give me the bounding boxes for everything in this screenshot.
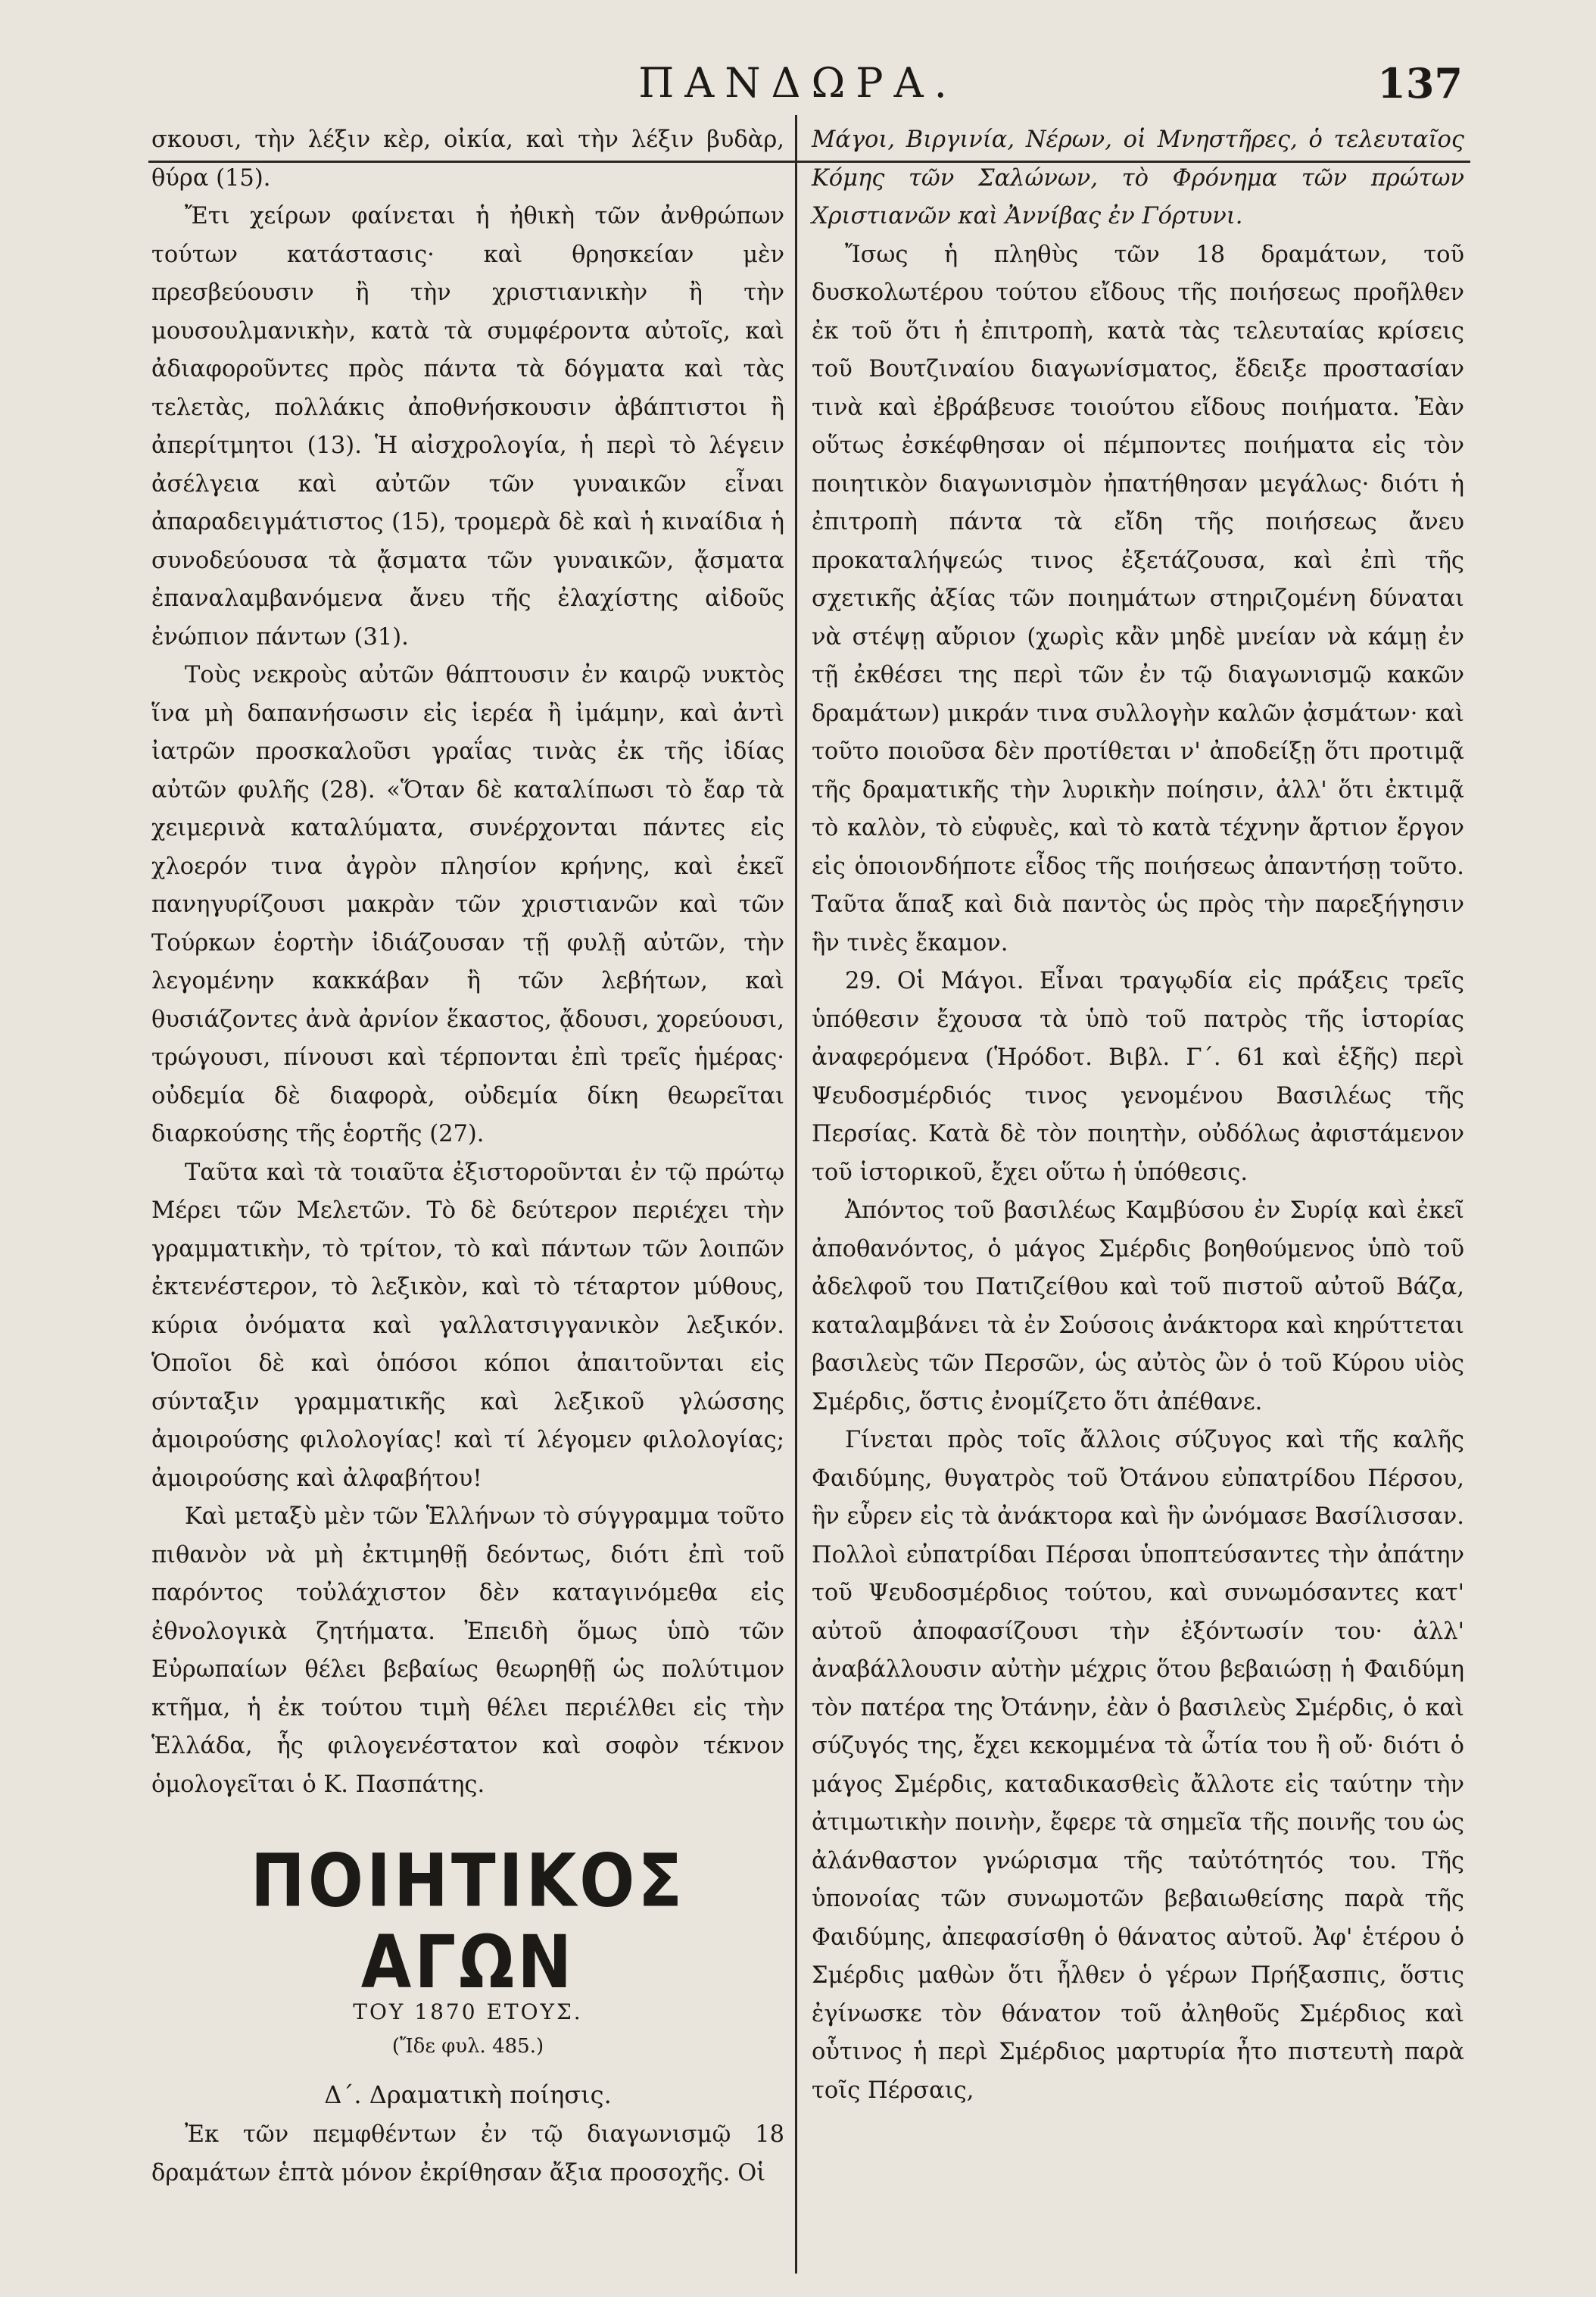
right-column	[812, 121, 1464, 2110]
column-divider	[795, 115, 797, 2274]
page-number: 137	[1377, 59, 1463, 108]
paragraph: σκουσι, τὴν λέξιν κὲρ, οἰκία, καὶ τὴν λέξιν βυδὰρ, θύρα (15).	[151, 126, 784, 192]
section-subtitle: ΤΟΥ 1870 ΕΤΟΥΣ.	[353, 1999, 583, 2024]
paragraph: Τοὺς νεκροὺς αὐτῶν θάπτουσιν ἐν καιρῷ νυκτὸς ἵνα μὴ δαπανήσωσιν εἰς ἱερέα ἢ ἰμάμην, καὶ ἀντὶ ἰατρῶν προσκαλοῦσι γραΐας τινὰς ἐκ τῆς ἰδίας αὐτῶν φυλῆς (28). «Ὅταν δὲ καταλίπωσι τὸ ἔαρ τὰ χειμερινὰ καταλύματα, συνέρχονται πάντες εἰς χλοερόν τινα ἀγρὸν πλησίον κρήνης, καὶ ἐκεῖ πανηγυρίζουσι μακρὰν τῶν χριστιανῶν καὶ τῶν Τούρκων ἑορτὴν ἰδιάζουσαν τῇ φυλῇ αὐτῶν, τὴν λεγομένην κακκάβαν ἢ τῶν λεβήτων, καὶ θυσιάζοντες ἀνὰ ἀρνίον ἕκαστος, ᾄδουσι, χορεύουσι, τρώγουσι, πίνουσι καὶ τέρπονται ἐπὶ τρεῖς ἡμέρας· οὐδεμία δὲ διαφορὰ, οὐδεμία δίκη θεωρεῖται διαρκούσης τῆς ἑορτῆς (27).	[151, 662, 784, 1147]
paragraph: Ἴσως ἡ πληθὺς τῶν 18 δραμάτων, τοῦ δυσκολωτέρου τούτου εἴδους τῆς ποιήσεως προῆλθεν ἐκ τοῦ ὅτι ἡ ἐπιτροπὴ, κατὰ τὰς τελευταίας κρίσεις τοῦ Βουτζιναίου διαγωνίσματος, ἔδειξε προστασίαν τινὰ καὶ ἐβράβευσε τοιούτου εἴδους ποιήματα. Ἐὰν οὕτως ἐσκέφθησαν οἱ πέμποντες ποιήματα εἰς τὸν ποιητικὸν διαγωνισμὸν ἠπατήθησαν μεγάλως· διότι ἡ ἐπιτροπὴ πάντα τὰ εἴδη τῆς ποιήσεως ἄνευ προκαταλήψεώς τινος ἐξετάζουσα, καὶ ἐπὶ τῆς σχετικῆς ἀξίας τῶν ποιημάτων στηριζομένη δύναται νὰ στέψῃ αὔριον (χωρὶς κἂν μηδὲ μνείαν νὰ κάμῃ ἐν τῇ ἐκθέσει της περὶ τῶν ἐν τῷ διαγωνισμῷ κακῶν δραμάτων) μικράν τινα συλλογὴν καλῶν ᾀσμάτων· καὶ τοῦτο ποιοῦσα δὲν προτίθεται ν' ἀποδείξῃ ὅτι προτιμᾷ τῆς δραματικῆς τὴν λυρικὴν ποίησιν, ἀλλ' ὅτι ἐκτιμᾷ τὸ καλὸν, τὸ εὐφυὲς, καὶ τὸ κατὰ τέχνην ἄρτιον ἔργον εἰς ὁποιονδήποτε εἶδος τῆς ποιήσεως ἀπαντήσῃ τοῦτο. Ταῦτα ἅπαξ καὶ διὰ παντὸς ὡς πρὸς τὴν παρεξήγησιν ἣν τινὲς ἔκαμον.	[812, 241, 1464, 957]
paragraph: Γίνεται πρὸς τοῖς ἄλλοις σύζυγος καὶ τῆς καλῆς Φαιδύμης, θυγατρὸς τοῦ Ὀτάνου εὐπατρίδου Πέρσου, ἣν εὗρεν εἰς τὰ ἀνάκτορα καὶ ἣν ὠνόμασε Βασίλισσαν. Πολλοὶ εὐπατρίδαι Πέρσαι ὑποπτεύσαντες τὴν ἀπάτην τοῦ Ψευδοσμέρδιος τούτου, καὶ συνωμόσαντες κατ' αὐτοῦ ἀποφασίζουσι τὴν ἐξόντωσίν του· ἀλλ' ἀναβάλλουσιν αὐτὴν μέχρις ὅτου βεβαιώσῃ ἡ Φαιδύμη τὸν πατέρα της Ὀτάνην, ἐὰν ὁ βασιλεὺς Σμέρδις, ὁ καὶ σύζυγός της, ἔχει κεκομμένα τὰ ὦτία του ἢ οὔ· διότι ὁ μάγος Σμέρδις, καταδικασθεὶς ἄλλοτε εἰς ταύτην τὴν ἀτιμωτικὴν ποινὴν, ἔφερε τὰ σημεῖα τῆς ποινῆς του ὡς ἀλάνθαστον γνώρισμα τῆς ταὐτότητός του. Τῆς ὑπονοίας τῶν συνωμοτῶν βεβαιωθείσης παρὰ τῆς Φαιδύμης, ἀπεφασίσθη ὁ θάνατος αὐτοῦ. Ἀφ' ἑτέρου ὁ Σμέρδις μαθὼν ὅτι ἦλθεν ὁ γέρων Πρήξασπις, ὅστις ἐγίνωσκε τὸν θάνατον τοῦ ἀληθοῦς Σμέρδιος καὶ οὗτινος ἡ περὶ Σμέρδιος μαρτυρία ἦτο πιστευτὴ παρὰ τοῖς Πέρσαις,	[812, 1427, 1464, 2104]
paragraph: Ἔτι χείρων φαίνεται ἡ ἠθικὴ τῶν ἀνθρώπων τούτων κατάστασις· καὶ θρησκείαν μὲν πρεσβεύουσιν ἢ τὴν χριστιανικὴν ἢ τὴν μουσουλμανικὴν, κατὰ τὰ συμφέροντα αὐτοῖς, καὶ ἀδιαφοροῦντες πρὸς πάντα τὰ δόγματα καὶ τὰς τελετὰς, πολλάκις ἀποθνήσκουσιν ἀβάπτιστοι ἢ ἀπερίτμητοι (13). Ἡ αἰσχρολογία, ἡ περὶ τὸ λέγειν ἀσέλγεια καὶ αὐτῶν τῶν γυναικῶν εἶναι ἀπαραδειγμάτιστος (15), τρομερὰ δὲ καὶ ἡ κιναίδια ἡ συνοδεύουσα τὰ ᾄσματα τῶν γυναικῶν, ᾄσματα ἐπαναλαμβανόμενα ἄνευ τῆς ἐλαχίστης αἰδοῦς ἐνώπιον πάντων (31).	[151, 203, 784, 651]
paragraph: Ἀπόντος τοῦ βασιλέως Καμβύσου ἐν Συρίᾳ καὶ ἐκεῖ ἀποθανόντος, ὁ μάγος Σμέρδις βοηθούμενος ὑπὸ τοῦ ἀδελφοῦ του Πατιζείθου καὶ τοῦ πιστοῦ αὐτοῦ Βάζα, καταλαμβάνει τὰ ἐν Σούσοις ἀνάκτορα καὶ κηρύττεται βασιλεὺς τῶν Περσῶν, ὡς αὐτὸς ὢν ὁ τοῦ Κύρου υἱὸς Σμέρδις, ὅστις ἐνομίζετο ὅτι ἀπέθανε.	[812, 1197, 1464, 1415]
section-title: ΠΟΙΗΤΙΚΟΣ ΑΓΩΝ	[250, 1839, 686, 2005]
section-reference: (Ἴδε φυλ. 485.)	[391, 2035, 544, 2058]
paragraph: Ταῦτα καὶ τὰ τοιαῦτα ἐξιστοροῦνται ἐν τῷ πρώτῳ Μέρει τῶν Μελετῶν. Τὸ δὲ δεύτερον περιέχει τὴν γραμματικὴν, τὸ τρίτον, τὸ καὶ πάντων τῶν λοιπῶν ἐκτενέστερον, τὸ λεξικὸν, καὶ τὸ τέταρτον μύθους, κύρια ὀνόματα καὶ γαλλατσιγγανικὸν λεξικόν. Ὁποῖοι δὲ καὶ ὁπόσοι κόποι ἀπαιτοῦνται εἰς σύνταξιν γραμματικῆς καὶ λεξικοῦ γλώσσης ἀμοιρούσης φιλολογίας! καὶ τί λέγομεν φιλολογίας; ἀμοιρούσης καὶ ἀλφαβήτου!	[151, 1159, 784, 1492]
section-block	[151, 1839, 784, 2116]
paragraph: Καὶ μεταξὺ μὲν τῶν Ἑλλήνων τὸ σύγγραμμα τοῦτο πιθανὸν νὰ μὴ ἐκτιμηθῇ δεόντως, διότι ἐπὶ τοῦ παρόντος τοὐλάχιστον δὲν καταγινόμεθα εἰς ἐθνολογικὰ ζητήματα. Ἐπειδὴ ὅμως ὑπὸ τῶν Εὐρωπαίων θέλει βεβαίως θεωρηθῇ ὡς πολύτιμον κτῆμα, ἡ ἐκ τούτου τιμὴ θέλει περιέλθει εἰς τὴν Ἑλλάδα, ἧς φιλογενέστατον καὶ σοφὸν τέκνον ὁμολογεῖται ὁ Κ. Πασπάτης.	[151, 1503, 784, 1798]
paragraph: Ἐκ τῶν πεμφθέντων ἐν τῷ διαγωνισμῷ 18 δραμάτων ἑπτὰ μόνον ἐκρίθησαν ἄξια προσοχῆς. Οἱ	[151, 2121, 784, 2186]
paragraph: 29. Οἱ Μάγοι. Εἶναι τραγῳδία εἰς πράξεις τρεῖς ὑπόθεσιν ἔχουσα τὰ ὑπὸ τοῦ πατρὸς τῆς ἱστορίας ἀναφερόμενα (Ἡρόδοτ. Βιβλ. Γ΄. 61 καὶ ἑξῆς) περὶ Ψευδοσμέρδιός τινος γενομένου Βασιλέως τῆς Περσίας. Κατὰ δὲ τὸν ποιητὴν, οὐδόλως ἀφιστάμενον τοῦ ἱστορικοῦ, ἔχει οὕτω ἡ ὑπόθεσις.	[812, 968, 1464, 1186]
paragraph: Μάγοι, Βιργινία, Νέρων, οἱ Μνηστῆρες, ὁ τελευταῖος Κόμης τῶν Σαλώνων, τὸ Φρόνημα τῶν πρώτων Χριστιανῶν καὶ Ἀννίβας ἐν Γόρτυνι.	[812, 126, 1464, 229]
left-column	[151, 121, 784, 2192]
section-heading: Δ΄. Δραματικὴ ποίησις.	[324, 2080, 612, 2109]
page-header	[0, 53, 1596, 121]
masthead-title: ΠΑΝΔΩΡΑ.	[638, 59, 958, 107]
